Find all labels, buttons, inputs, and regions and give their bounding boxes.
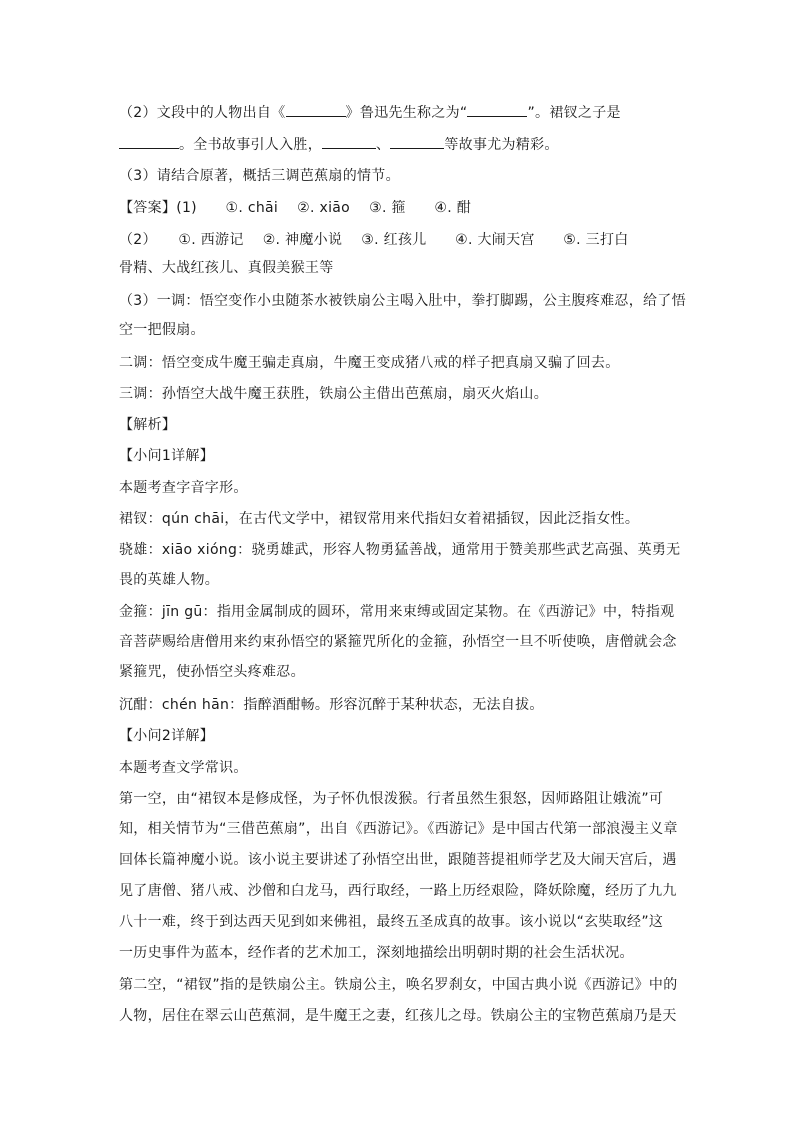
sub2-line-1: 第一空，由“裙钗本是修成怪，为子怀仇恨泼猴。行者虽然生狠怒，因师路阻让娥流”可 bbox=[119, 791, 664, 807]
question-3: （3）请结合原著，概括三调芭蕉扇的情节。 bbox=[119, 168, 400, 184]
answer-2-line-2: 骨精、大战红孩儿、真假美猴王等 bbox=[119, 260, 334, 276]
sub1-line-1: 裙钗：qún chāi，在古代文学中，裙钗常用来代指妇女着裙插钗，因此泛指女性。 bbox=[119, 511, 640, 527]
sub2-intro: 本题考查文学常识。 bbox=[119, 760, 248, 776]
sub1-line-6: 紧箍咒，使孙悟空头疼难忍。 bbox=[119, 664, 305, 680]
answer-3-line-3: 二调：悟空变成牛魔王骗走真扇，牛魔王变成猪八戒的样子把真扇又骗了回去。 bbox=[119, 355, 620, 371]
answer-blank-1 bbox=[286, 102, 346, 117]
answer-blank-5 bbox=[390, 134, 444, 149]
answer-3-line-1: （3）一调：悟空变作小虫随茶水被铁扇公主喝入肚中，拳打脚踢，公主腹疼难忍，给了悟 bbox=[119, 293, 686, 309]
sub2-line-7: 第二空，“裙钗”指的是铁扇公主。铁扇公主，唤名罗刹女，中国古典小说《西游记》中的 bbox=[119, 977, 678, 993]
answer-2-line-1: （2） ①. 西游记 ②. 神魔小说 ③. 红孩儿 ④. 大闹天宫 ⑤. 三打白 bbox=[119, 232, 629, 248]
answer-blank-3 bbox=[119, 134, 179, 149]
sub2-line-5: 八十一难，终于到达西天见到如来佛祖，最终五圣成真的故事。该小说以“玄奘取经”这 bbox=[119, 914, 664, 930]
sub-question-1-heading: 【小问1详解】 bbox=[119, 448, 215, 464]
q2-text-3: ”。裙钗之子是 bbox=[527, 105, 621, 121]
sub1-line-7: 沉酣：chén hān：指醉酒酣畅。形容沉醉于某种状态，无法自拔。 bbox=[119, 697, 544, 713]
q2-text-6: 等故事尤为精彩。 bbox=[444, 137, 559, 153]
sub1-line-2: 骁雄：xiāo xióng：骁勇雄武，形容人物勇猛善战，通常用于赞美那些武艺高强、英勇无 bbox=[119, 542, 681, 558]
sub2-line-3: 回体长篇神魔小说。该小说主要讲述了孙悟空出世，跟随菩提祖师学艺及大闹天宫后，遇 bbox=[119, 852, 677, 868]
sub2-line-2: 知，相关情节为“三借芭蕉扇”，出自《西游记》。《西游记》是中国古代第一部浪漫主义章 bbox=[119, 821, 678, 837]
answer-blank-2 bbox=[467, 102, 527, 117]
analysis-heading: 【解析】 bbox=[119, 417, 177, 433]
sub2-line-6: 一历史事件为蓝本，经作者的艺术加工，深刻地描绘出明朝时期的社会生活状况。 bbox=[119, 945, 634, 961]
sub-question-2-heading: 【小问2详解】 bbox=[119, 728, 215, 744]
answer-blank-4 bbox=[322, 134, 376, 149]
question-2-line-2 bbox=[119, 134, 679, 155]
sub1-line-3: 畏的英雄人物。 bbox=[119, 572, 220, 588]
sub1-line-5: 音菩萨赐给唐僧用来约束孙悟空的紧箍咒所化的金箍，孙悟空一旦不听使唤，唐僧就会念 bbox=[119, 634, 677, 650]
q2-text-5: 、 bbox=[376, 137, 391, 153]
q2-text-4: 。全书故事引人入胜， bbox=[179, 137, 322, 153]
sub2-line-8: 人物，居住在翠云山芭蕉洞，是牛魔王之妻，红孩儿之母。铁扇公主的宝物芭蕉扇乃是天 bbox=[119, 1008, 677, 1024]
question-2-line-1 bbox=[119, 102, 679, 123]
sub2-line-4: 见了唐僧、猪八戒、沙僧和白龙马，西行取经，一路上历经艰险，降妖除魔，经历了九九 bbox=[119, 883, 677, 899]
answer-3-line-2: 空一把假扇。 bbox=[119, 322, 205, 338]
sub1-line-4: 金箍：jīn gū：指用金属制成的圆环，常用来束缚或固定某物。在《西游记》中，特指观 bbox=[119, 604, 675, 620]
answer-3-line-4: 三调：孙悟空大战牛魔王获胜，铁扇公主借出芭蕉扇，扇灭火焰山。 bbox=[119, 386, 548, 402]
sub1-intro: 本题考查字音字形。 bbox=[119, 480, 248, 496]
answer-1: 【答案】(1) ①. chāi ②. xiāo ③. 箍 ④. 酣 bbox=[119, 200, 471, 216]
q2-text-1: （2）文段中的人物出自《 bbox=[119, 105, 286, 121]
q2-text-2: 》鲁迅先生称之为“ bbox=[345, 105, 468, 121]
